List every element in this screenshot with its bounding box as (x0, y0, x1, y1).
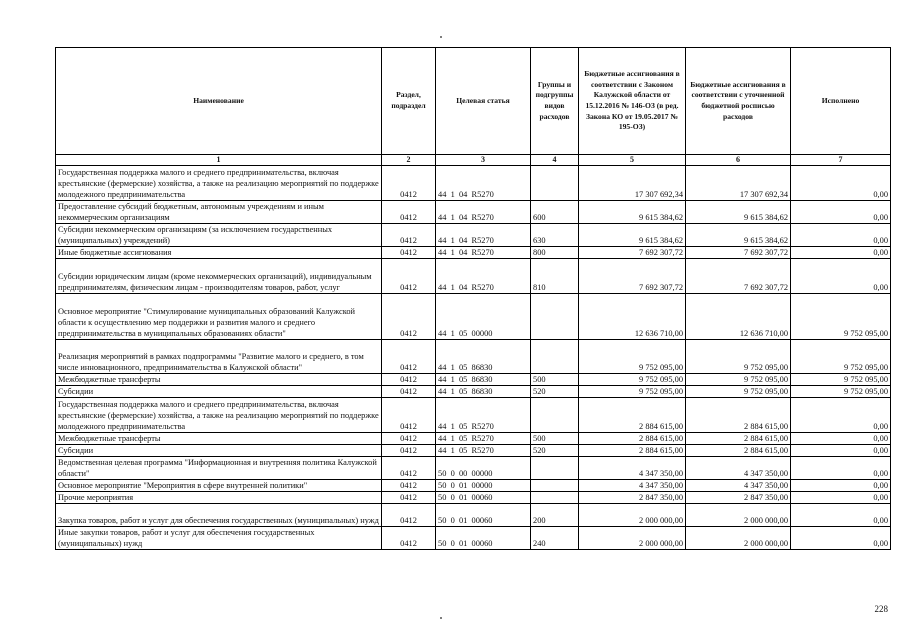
cell-name: Иные бюджетные ассигнования (56, 247, 382, 259)
table-row (56, 480, 891, 492)
cell-executed: 9 752 095,00 (791, 386, 891, 398)
cell-section: 0412 (382, 457, 436, 480)
cell-name: Межбюджетные трансферты (56, 433, 382, 445)
cell-group: 200 (531, 504, 579, 527)
page-number: 228 (874, 604, 888, 614)
column-number: 1 (56, 155, 382, 166)
column-number: 4 (531, 155, 579, 166)
cell-refined: 2 884 615,00 (686, 398, 791, 433)
cell-group: 810 (531, 259, 579, 294)
cell-executed: 0,00 (791, 398, 891, 433)
cell-allocated: 7 692 307,72 (579, 247, 686, 259)
cell-name: Основное мероприятие "Стимулирование муниципальных образований Калужской области к осуществлению мер поддержки и развития малого и среднего предпринимательства в муниципальных образованиях области" (56, 294, 382, 340)
cell-executed: 9 752 095,00 (791, 294, 891, 340)
cell-section: 0412 (382, 386, 436, 398)
cell-refined: 17 307 692,34 (686, 166, 791, 201)
cell-article: 44 1 05 00000 (436, 294, 531, 340)
table-row (56, 201, 891, 224)
cell-executed: 0,00 (791, 224, 891, 247)
cell-section: 0412 (382, 480, 436, 492)
cell-section: 0412 (382, 201, 436, 224)
cell-refined: 2 884 615,00 (686, 433, 791, 445)
cell-executed: 0,00 (791, 527, 891, 550)
cell-section: 0412 (382, 374, 436, 386)
table-row (56, 457, 891, 480)
table-row (56, 445, 891, 457)
cell-article: 44 1 05 86830 (436, 340, 531, 374)
cell-refined: 2 884 615,00 (686, 445, 791, 457)
cell-article: 44 1 05 R5270 (436, 433, 531, 445)
cell-allocated: 2 000 000,00 (579, 527, 686, 550)
cell-name: Прочие мероприятия (56, 492, 382, 504)
cell-section: 0412 (382, 492, 436, 504)
header-section: Раздел, подраздел (382, 48, 436, 155)
header-executed: Исполнено (791, 48, 891, 155)
cell-allocated: 4 347 350,00 (579, 480, 686, 492)
cell-refined: 9 615 384,62 (686, 224, 791, 247)
cell-section: 0412 (382, 340, 436, 374)
cell-group: 800 (531, 247, 579, 259)
cell-section: 0412 (382, 224, 436, 247)
table-row (56, 492, 891, 504)
cell-executed: 0,00 (791, 166, 891, 201)
cell-group: 520 (531, 386, 579, 398)
cell-article: 44 1 05 86830 (436, 374, 531, 386)
cell-allocated: 17 307 692,34 (579, 166, 686, 201)
cell-article: 44 1 05 R5270 (436, 445, 531, 457)
table-row (56, 433, 891, 445)
cell-allocated: 4 347 350,00 (579, 457, 686, 480)
cell-executed: 0,00 (791, 457, 891, 480)
cell-allocated: 9 615 384,62 (579, 201, 686, 224)
cell-name: Реализация мероприятий в рамках подпрограммы "Развитие малого и среднего, в том числе инновационного, предпринимательства в Калужской области" (56, 340, 382, 374)
table-row (56, 374, 891, 386)
column-number: 5 (579, 155, 686, 166)
cell-allocated: 9 752 095,00 (579, 374, 686, 386)
cell-group (531, 492, 579, 504)
cell-group (531, 480, 579, 492)
cell-executed: 0,00 (791, 492, 891, 504)
cell-name: Предоставление субсидий бюджетным, автономным учреждениям и иным некоммерческим организациям (56, 201, 382, 224)
cell-section: 0412 (382, 247, 436, 259)
cell-name: Субсидии (56, 445, 382, 457)
cell-refined: 2 000 000,00 (686, 527, 791, 550)
cell-refined: 2 000 000,00 (686, 504, 791, 527)
cell-section: 0412 (382, 398, 436, 433)
cell-article: 50 0 00 00000 (436, 457, 531, 480)
cell-executed: 0,00 (791, 201, 891, 224)
cell-article: 44 1 04 R5270 (436, 201, 531, 224)
cell-refined: 9 752 095,00 (686, 374, 791, 386)
cell-allocated: 2 884 615,00 (579, 445, 686, 457)
header-refined: Бюджетные ассигнования в соответствии с уточненной бюджетной росписью расходов (686, 48, 791, 155)
column-number: 6 (686, 155, 791, 166)
cell-refined: 9 752 095,00 (686, 340, 791, 374)
cell-executed: 0,00 (791, 247, 891, 259)
column-number: 2 (382, 155, 436, 166)
cell-allocated: 2 847 350,00 (579, 492, 686, 504)
cell-article: 44 1 05 R5270 (436, 398, 531, 433)
table-row (56, 259, 891, 294)
cell-group: 630 (531, 224, 579, 247)
cell-section: 0412 (382, 433, 436, 445)
cell-allocated: 2 884 615,00 (579, 398, 686, 433)
cell-article: 44 1 04 R5270 (436, 166, 531, 201)
cell-allocated: 2 884 615,00 (579, 433, 686, 445)
cell-allocated: 9 615 384,62 (579, 224, 686, 247)
header-group: Группы и подгруппы видов расходов (531, 48, 579, 155)
header-allocated: Бюджетные ассигнования в соответствии с Законом Калужской области от 15.12.2016 № 146-ОЗ (в ред. Закона КО от 19.05.2017 № 195-ОЗ) (579, 48, 686, 155)
header-article: Целевая статья (436, 48, 531, 155)
cell-section: 0412 (382, 259, 436, 294)
cell-executed: 9 752 095,00 (791, 374, 891, 386)
table-row (56, 504, 891, 527)
cell-refined: 12 636 710,00 (686, 294, 791, 340)
cell-section: 0412 (382, 445, 436, 457)
scan-speck (440, 617, 442, 619)
cell-name: Субсидии некоммерческим организациям (за исключением государственных (муниципальных) учреждений) (56, 224, 382, 247)
cell-article: 50 0 01 00000 (436, 480, 531, 492)
cell-name: Основное мероприятие "Мероприятия в сфере внутренней политики" (56, 480, 382, 492)
column-number: 3 (436, 155, 531, 166)
cell-name: Межбюджетные трансферты (56, 374, 382, 386)
cell-allocated: 9 752 095,00 (579, 340, 686, 374)
cell-group (531, 398, 579, 433)
cell-group (531, 457, 579, 480)
header-row (56, 48, 891, 155)
cell-executed: 0,00 (791, 259, 891, 294)
cell-name: Субсидии юридическим лицам (кроме некоммерческих организаций), индивидуальным предпринимателям, физическим лицам - производителям товаров, работ, услуг (56, 259, 382, 294)
budget-table (55, 47, 891, 550)
cell-allocated: 12 636 710,00 (579, 294, 686, 340)
table-row (56, 166, 891, 201)
table-row (56, 247, 891, 259)
column-number-row (56, 155, 891, 166)
cell-refined: 2 847 350,00 (686, 492, 791, 504)
cell-group (531, 340, 579, 374)
cell-section: 0412 (382, 166, 436, 201)
cell-name: Государственная поддержка малого и среднего предпринимательства, включая крестьянские (фермерские) хозяйства, а также на реализацию мероприятий по поддержке молодежного предпринимательства (56, 398, 382, 433)
table-row (56, 398, 891, 433)
cell-name: Закупка товаров, работ и услуг для обеспечения государственных (муниципальных) нужд (56, 504, 382, 527)
cell-article: 50 0 01 00060 (436, 504, 531, 527)
cell-article: 44 1 04 R5270 (436, 224, 531, 247)
scan-speck (440, 36, 442, 38)
cell-executed: 9 752 095,00 (791, 340, 891, 374)
cell-refined: 9 752 095,00 (686, 386, 791, 398)
cell-executed: 0,00 (791, 433, 891, 445)
cell-section: 0412 (382, 527, 436, 550)
cell-refined: 7 692 307,72 (686, 259, 791, 294)
cell-article: 50 0 01 00060 (436, 492, 531, 504)
cell-article: 44 1 04 R5270 (436, 259, 531, 294)
cell-group: 600 (531, 201, 579, 224)
cell-group (531, 294, 579, 340)
cell-refined: 9 615 384,62 (686, 201, 791, 224)
column-number: 7 (791, 155, 891, 166)
cell-allocated: 7 692 307,72 (579, 259, 686, 294)
cell-name: Субсидии (56, 386, 382, 398)
table-row (56, 224, 891, 247)
cell-section: 0412 (382, 294, 436, 340)
cell-group: 500 (531, 374, 579, 386)
table-row (56, 340, 891, 374)
cell-article: 44 1 04 R5270 (436, 247, 531, 259)
table-row (56, 527, 891, 550)
cell-allocated: 2 000 000,00 (579, 504, 686, 527)
cell-executed: 0,00 (791, 504, 891, 527)
cell-refined: 4 347 350,00 (686, 480, 791, 492)
cell-name: Ведомственная целевая программа "Информационная и внутренняя политика Калужской области" (56, 457, 382, 480)
table-row (56, 386, 891, 398)
table-body (56, 166, 891, 550)
cell-name: Государственная поддержка малого и среднего предпринимательства, включая крестьянские (фермерские) хозяйства, а также на реализацию мероприятий по поддержке молодежного предпринимательства (56, 166, 382, 201)
cell-refined: 7 692 307,72 (686, 247, 791, 259)
table-row (56, 294, 891, 340)
cell-executed: 0,00 (791, 445, 891, 457)
cell-group: 240 (531, 527, 579, 550)
header-name: Наименование (56, 48, 382, 155)
cell-group: 520 (531, 445, 579, 457)
cell-allocated: 9 752 095,00 (579, 386, 686, 398)
cell-section: 0412 (382, 504, 436, 527)
cell-name: Иные закупки товаров, работ и услуг для обеспечения государственных (муниципальных) нужд (56, 527, 382, 550)
cell-refined: 4 347 350,00 (686, 457, 791, 480)
cell-article: 44 1 05 86830 (436, 386, 531, 398)
cell-group (531, 166, 579, 201)
cell-executed: 0,00 (791, 480, 891, 492)
cell-article: 50 0 01 00060 (436, 527, 531, 550)
cell-group: 500 (531, 433, 579, 445)
